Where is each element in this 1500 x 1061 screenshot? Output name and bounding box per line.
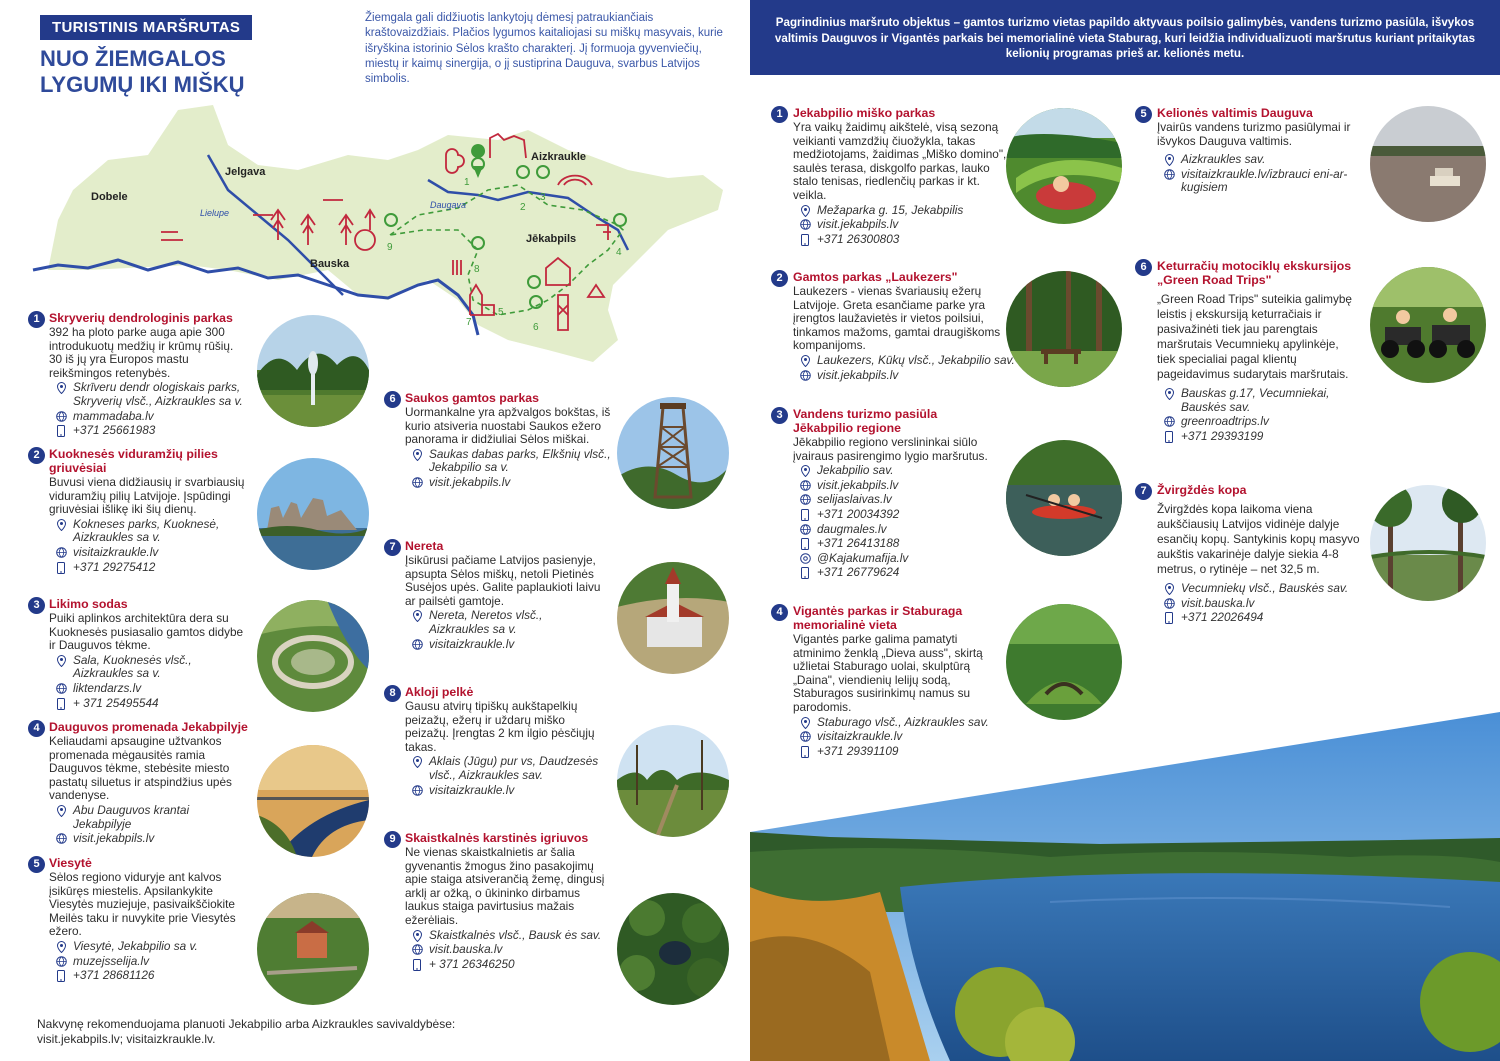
photo-viesite (257, 893, 369, 1005)
right-entry-3 (771, 407, 1011, 580)
photo-kayaking (1006, 440, 1122, 556)
phone-icon (793, 566, 817, 579)
right-header-band: Pagrindinius maršruto objektus – gamtos turizmo vietas papildo aktyvaus poilsio galimybės, vandens turizmo pasiūla, išvykos valtimis Dauguvos ir Vigantės parkais bei memorialinė vieta Staburag, kuri leidžia individualizuoti maršrutus kuriant pritaikytas kelionių programas prieš ar. kelionės metu. (750, 0, 1500, 75)
entry-description: Įvairūs vandens turizmo pasiūlymai ir išvykos Dauguva valtimis. (1157, 120, 1351, 148)
entry-website[interactable]: mammadaba.lv (73, 408, 154, 423)
globe-icon (793, 218, 817, 230)
entry-phone: +371 29391109 (817, 743, 899, 758)
left-entry-3 (28, 597, 248, 710)
photo-blind-bog (617, 725, 729, 837)
map-river-lielupe: Lielupe (200, 208, 230, 218)
right-entry-2 (771, 270, 1016, 382)
photo-atv-tour (1370, 267, 1486, 383)
phone-icon (49, 697, 73, 710)
map-town-jelgava: Jelgava (225, 166, 266, 178)
entry-address: Nereta, Neretos vlsč., Aizkraukles sa v. (429, 608, 543, 636)
map-route-number: 8 (474, 264, 480, 275)
entry-number: 3 (771, 407, 788, 424)
entry-description: Uormankalne yra apžvalgos bokštas, iš kurio atsiveria nuostabi Saukos ežero panorama ir didžiuliai Sėlos miškai. (405, 405, 611, 447)
entry-title: Vigantės parkas ir Staburaga memorialinė vieta (793, 604, 963, 632)
pin-icon (49, 381, 73, 394)
photo-vigante-park (1006, 604, 1122, 720)
entry-phone: +371 29275412 (73, 559, 156, 574)
pin-icon (49, 804, 73, 817)
entry-phone: +371 29393199 (1181, 428, 1264, 443)
entry-number: 1 (28, 311, 45, 328)
phone-icon (1157, 430, 1181, 443)
photo-boat-trip (1370, 106, 1486, 222)
photo-dendropark (257, 315, 369, 427)
right-entry-6 (1135, 259, 1370, 443)
entry-social[interactable]: @Kajakumafija.lv (817, 550, 909, 565)
right-entry-5 (1135, 106, 1370, 195)
entry-website[interactable]: visitaizkraukle.lv (429, 782, 515, 797)
entry-address: Aklais (Jūgu) pur vs, Daudzesės vlsč., Aizkraukles sav. (429, 754, 599, 782)
pin-icon (1157, 153, 1181, 166)
entry-website[interactable]: selijaslaivas.lv (817, 492, 892, 507)
photo-observation-tower (617, 397, 729, 509)
entry-description: Ne vienas skaistkalnietis ar šalia gyvenantis žmogus žino pasakojimų apie staiga atsiverančią žemę, dingusį arklį ar ožką, o ūkininko dirbamus laukus staiga pavirtusius mažais ežerėliais. (405, 845, 605, 927)
globe-icon (49, 832, 73, 844)
left-entry-2 (28, 447, 248, 574)
pin-icon (49, 654, 73, 667)
globe-icon (793, 369, 817, 381)
footnote: Nakvynę rekomenduojama planuoti Jekabpilio arba Aizkraukles savivaldybėse: visit.jekabpils.lv; visitaizkraukle.lv. (37, 1017, 456, 1046)
entry-number: 7 (1135, 483, 1152, 500)
entry-title: Jekabpilio miško parkas (793, 106, 936, 120)
entry-website[interactable]: visitaizkraukle.lv/izbrauci eni-ar-kugisiem (1181, 166, 1348, 195)
phone-icon (1157, 611, 1181, 624)
pin-icon (1157, 582, 1181, 595)
left-entry-1 (28, 311, 248, 438)
entry-website[interactable]: liktendarzs.lv (73, 680, 142, 695)
entry-address: Laukezers, Kūkų vlsč., Jekabpilio sav. (817, 352, 1015, 367)
entry-description: Laukezers - vienas švariausių ežerų Latvijoje. Greta esančiame parke yra įrengtos laužavietės ir vietos poilsiui, tinkamos mažoms, gamtai draugiškoms kompanijoms. (793, 284, 1001, 353)
entry-address: Kokneses parks, Kuoknesė, Aizkraukles sa v. (73, 516, 220, 545)
entry-description: Jēkabpilio regiono verslininkai siūlo įvairaus pasirengimo lygio maršrutus. (793, 435, 988, 463)
entry-description: Sėlos regiono viduryje ant kalvos įsikūręs miestelis. Apsilankykite Viesytės muziejuje, pasivaikščiokite Meilės taku ir nuvykite prie Viesytės ežero. (49, 870, 236, 939)
phone-icon (49, 424, 73, 437)
entry-description: Puiki aplinkos architektūra dera su Kuoknesės pusiasalio gamtos didybe ir Dauguvos tėkme. (49, 611, 244, 653)
phone-icon (793, 508, 817, 521)
title-line-1: NUO ŽIEMGALOS (40, 46, 226, 71)
entry-address: Abu Dauguvos krantai Jekabpilyje (73, 802, 190, 831)
entry-title: Akloji pelkė (405, 685, 474, 699)
entry-description: Buvusi viena didžiausių ir svarbiausių viduramžių pilių Latvijoje. Įspūdingi griuvėsiai išlikę iki šių dienų. (49, 475, 245, 517)
entry-description: Vigantės parke galima pamatyti atminimo ženklą „Dieva auss", skirtą užlietai Staburago uolai, skulptūrą „Daina", viendienių lelijų sodą, Staburagos susirinkimų namus su parodomis. (793, 632, 983, 714)
entry-address: Staburago vlsč., Aizkraukles sav. (817, 714, 989, 729)
entry-number: 4 (771, 604, 788, 621)
entry-address: Jekabpilio sav. (817, 463, 894, 478)
entry-description: Gausu atvirų tipiškų aukštapelkių peizažų, ežerų ir uždarų miško peizažų. Įrengtas 2 km ilgio pėsčiųjų takas. (405, 699, 595, 754)
map-route-number: 1 (464, 177, 470, 188)
entry-phone: +371 22026494 (1181, 610, 1264, 625)
entry-website[interactable]: visit.bauska.lv (429, 942, 503, 957)
pin-icon (405, 609, 429, 622)
entry-website[interactable]: greenroadtrips.lv (1181, 414, 1269, 429)
entry-phone: + 371 25495544 (73, 695, 159, 710)
photo-castle-ruins (257, 458, 369, 570)
phone-icon (793, 537, 817, 550)
entry-title: Kelionės valtimis Dauguva (1157, 106, 1313, 120)
middle-entry-6 (384, 391, 614, 490)
pin-icon (1157, 387, 1181, 400)
map-route-number: 3 (540, 192, 546, 203)
entry-title: Gamtos parkas „Laukezers" (793, 270, 958, 284)
entry-address: Sala, Kuoknesės vlsč., Aizkraukles sa v. (73, 652, 192, 681)
pin-icon (405, 755, 429, 768)
entry-number: 2 (771, 270, 788, 287)
middle-entry-8 (384, 685, 614, 797)
entry-phone: +371 26300803 (817, 231, 900, 246)
entry-website[interactable]: visit.jekabpils.lv (429, 474, 511, 489)
entry-address: Mežaparka g. 15, Jekabpilis (817, 202, 964, 217)
entry-number: 8 (384, 685, 401, 702)
entry-number: 1 (771, 106, 788, 123)
entry-title: Dauguvos promenada Jekabpilyje (49, 720, 248, 734)
map-route-number: 6 (533, 322, 539, 333)
entry-website[interactable]: muzejsselija.lv (73, 953, 150, 968)
entry-website[interactable]: visit.bauska.lv (1181, 595, 1255, 610)
photo-karst-sinkholes (617, 893, 729, 1005)
photo-laukezers (1006, 271, 1122, 387)
pin-icon (793, 464, 817, 477)
globe-icon (405, 638, 429, 650)
entry-phone: +371 26413188 (817, 536, 900, 551)
map-town-jekabpils: Jēkabpils (526, 233, 577, 245)
entry-description: 392 ha ploto parke auga apie 300 introdukuotų medžių ir krūmų rūšių. 30 iš jų yra Europos mastu reikšmingos retenybės. (49, 325, 234, 380)
photo-forest-park (1006, 108, 1122, 224)
middle-entry-9 (384, 831, 614, 971)
entry-website[interactable]: visitaizkraukle.lv (73, 544, 159, 559)
intro-text: Žiemgala gali didžiuotis lankytojų dėmesį patraukiančiais kraštovaizdžiais. Plačios lygumos kaitaliojasi su miškų masyvais, kurie išryškina istorinio Sėlos krašto charakterį. Jį formuoja gyvenviečių, miestų ir kaimų sinergija, o jį sustiprina Dauguva, svarbus Latvijos simbolis. (365, 12, 723, 86)
map-route-number: 2 (520, 202, 526, 213)
middle-entry-7 (384, 539, 614, 651)
entry-title: Skaistkalnės karstinės igriuvos (405, 831, 589, 845)
entry-website[interactable]: visit.jekabpils.lv (817, 367, 899, 382)
title-line-2: LYGUMŲ IKI MIŠKŲ (40, 72, 245, 97)
entry-address: Vecumniekų vlsč., Bauskės sav. (1181, 581, 1349, 595)
globe-icon (49, 546, 73, 558)
phone-icon (405, 958, 429, 971)
globe-icon (1157, 168, 1181, 180)
pin-icon (49, 940, 73, 953)
entry-number: 3 (28, 597, 45, 614)
entry-title: Kuoknesės viduramžių pilies griuvėsiai (49, 447, 218, 475)
entry-number: 6 (1135, 259, 1152, 276)
entry-address: Viesytė, Jekabpilio sa v. (73, 938, 198, 953)
globe-icon (793, 479, 817, 491)
map-route-number: 7 (466, 317, 472, 328)
globe-icon (405, 943, 429, 955)
entry-website[interactable]: visit.jekabpils.lv (817, 217, 899, 232)
map-town-dobele: Dobele (91, 191, 128, 203)
entry-description: Žvirgždės kopa laikoma viena aukščiausių Latvijos vidinėje dalyje esančių kopų. Santykinis kopų masyvo aukštis vakarinėje dalyje siekia 4-8 metrus, o rytinėje – net 32,5 m. (1157, 502, 1360, 576)
entry-website[interactable]: daugmales.lv (817, 521, 887, 536)
globe-icon (793, 523, 817, 535)
entry-phone: +371 28681126 (73, 968, 155, 983)
phone-icon (49, 969, 73, 982)
globe-icon (793, 493, 817, 505)
entry-number: 2 (28, 447, 45, 464)
map-route-number: 4 (616, 247, 622, 258)
entry-title: Saukos gamtos parkas (405, 391, 539, 405)
left-entry-5 (28, 856, 248, 983)
entry-phone: +371 20034392 (817, 506, 900, 521)
entry-number: 9 (384, 831, 401, 848)
pin-icon (793, 354, 817, 367)
entry-address: Saukas dabas parks, Elkšnių vlsč., Jekabpilio sa v. (429, 446, 611, 475)
entry-number: 7 (384, 539, 401, 556)
globe-icon (405, 784, 429, 796)
entry-address: Bauskas g.17, Vecumniekai, Bauskės sav. (1181, 386, 1330, 414)
lake-panorama (750, 712, 1500, 1061)
pin-icon (793, 204, 817, 217)
page-title (40, 46, 340, 98)
entry-number: 5 (1135, 106, 1152, 123)
entry-phone: +371 26779624 (817, 565, 900, 580)
entry-address: Skaistkalnės vlsč., Bausk ės sav. (429, 927, 602, 942)
photo-promenade (257, 745, 369, 857)
entry-number: 4 (28, 720, 45, 737)
right-entry-1 (771, 106, 1011, 246)
map-town-bauska: Bauska (310, 258, 350, 270)
entry-address: Aizkraukles sav. (1181, 152, 1266, 167)
entry-website[interactable]: visitaizkraukle.lv (429, 636, 515, 651)
map-town-aizkraukle: Aizkraukle (531, 151, 587, 163)
entry-title: Vandens turizmo pasiūla Jēkabpilio regione (793, 407, 938, 435)
entry-title: Keturračių motociklų ekskursijos „Green Road Trips" (1157, 259, 1352, 287)
route-tag: TURISTINIS MARŠRUTAS (40, 15, 252, 40)
entry-description: Yra vaikų žaidimų aikštelė, visą sezoną veikianti vamzdžių čiuožykla, takas medžiotojams, žaidimas „Miško domino", saulės terasa, diskgolfo parkas, lauko stalo tenisas, riedlenčių parkas ir kt. veikla. (793, 120, 1007, 202)
entry-description: „Green Road Trips" suteikia galimybę leistis į ekskursiją keturračiais ir pasivažinėti tiek jau parengtais maršrutais Vecumniekų apylinkėje, tiek specialiai pagal klientų pageidavimus sudarytais maršrutais. (1157, 292, 1352, 381)
at-icon (793, 552, 817, 564)
entry-number: 5 (28, 856, 45, 873)
entry-number: 6 (384, 391, 401, 408)
photo-nereta-church (617, 562, 729, 674)
map-route-number: 9 (387, 242, 393, 253)
phone-icon (793, 233, 817, 246)
entry-website[interactable]: visitaizkraukle.lv (817, 729, 903, 744)
entry-description: Įsikūrusi pačiame Latvijos pasienyje, apsupta Sėlos miškų, netoli Pietinės Susėjos upės. Galite paplaukioti laivu ar pailsėti gamtoje. (405, 553, 601, 608)
photo-dune (1370, 485, 1486, 601)
pin-icon (405, 448, 429, 461)
entry-website[interactable]: visit.jekabpils.lv (73, 831, 155, 846)
phone-icon (49, 561, 73, 574)
globe-icon (49, 410, 73, 422)
globe-icon (1157, 415, 1181, 427)
pin-icon (49, 518, 73, 531)
entry-phone: +371 25661983 (73, 423, 156, 438)
pin-icon (405, 929, 429, 942)
right-entry-7 (1135, 483, 1370, 625)
globe-icon (49, 682, 73, 694)
photo-destiny-garden (257, 600, 369, 712)
map-route-number: 5 (498, 307, 504, 318)
globe-icon (1157, 597, 1181, 609)
map-river-daugava: Daugava (430, 200, 467, 210)
entry-title: Skryverių dendrologinis parkas (49, 311, 233, 325)
entry-title: Nereta (405, 539, 444, 553)
globe-icon (405, 476, 429, 488)
entry-website[interactable]: visit.jekabpils.lv (817, 477, 899, 492)
entry-description: Keliaudami apsaugine užtvankos promenada mėgausitės ramia Dauguvos tėkme, stebėsite miesto pastatų siluetus ir atspindžius upės vandenyse. (49, 734, 232, 803)
entry-title: Viesytė (49, 856, 92, 870)
globe-icon (49, 955, 73, 967)
left-entry-4 (28, 720, 253, 846)
entry-title: Likimo sodas (49, 597, 128, 611)
entry-phone: + 371 26346250 (429, 956, 515, 971)
entry-title: Žvirgždės kopa (1157, 483, 1247, 497)
entry-address: Skrīveru dendr ologiskais parks, Skryverių vlsč., Aizkraukles sa v. (73, 380, 243, 408)
